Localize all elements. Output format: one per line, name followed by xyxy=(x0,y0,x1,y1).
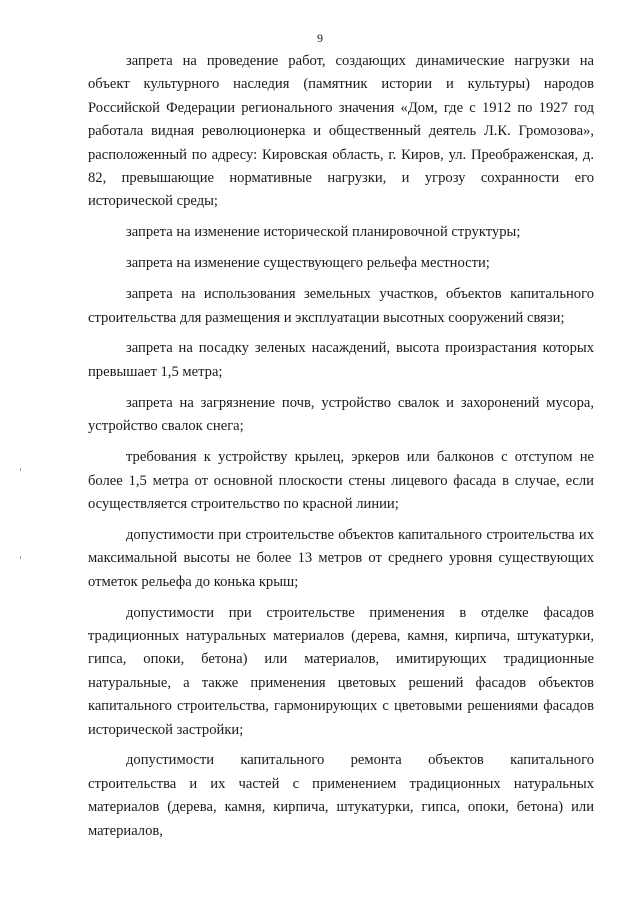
paragraph-capital-repair: допустимости капитального ремонта объектов капитального строительства и их частей с применением традиционных натуральных материалов (дерева, камня, кирпича, штукатурки, гипса, опоки, бетона) или материалов, xyxy=(88,752,594,839)
paragraph-excavation-ban: запрета на проведение работ, создающих динамические нагрузки на объект культурного наследия (памятник истории и культуры) народов Российской Федерации регионального значения «Дом, где с 1912 по 1927 год работала видная революционерка и общественный деятель Л.К. Громозова», расположенный по адресу: Кировская область, г. Киров, ул. Преображенская, д. 82, превышающие нормативные нагрузки, и угрозу сохранности его исторической среды; xyxy=(88,53,594,210)
scan-margin-mark xyxy=(20,556,21,559)
paragraph-relief-ban: запрета на изменение существующего рельефа местности; xyxy=(126,255,490,272)
paragraph-planting-ban: запрета на посадку зеленых насаждений, высота произрастания которых превышает 1,5 метра; xyxy=(88,340,594,380)
paragraph-porch-requirement: требования к устройству крылец, эркеров или балконов с отступом не более 1,5 метра от основной плоскости стены лицевого фасада в случае, если осуществляется строительство по красной линии; xyxy=(88,449,594,512)
paragraph-height-limit: допустимости при строительстве объектов капитального строительства их максимальной высоты не более 13 метров от среднего уровня существующих отметок рельефа до конька крыш; xyxy=(88,526,594,590)
paragraph-planning-structure-ban: запрета на изменение исторической планировочной структуры; xyxy=(126,224,521,241)
paragraph-facade-materials: допустимости при строительстве применения в отделке фасадов традиционных натуральных материалов (дерева, камня, кирпича, штукатурки, гипса, опоки, бетона) или материалов, имитирующих традиционные натуральные, а также применения цветовых решений фасадов объектов капитального строительства, гармонирующих с цветовыми решениями фасадов исторической застройки; xyxy=(88,604,594,738)
paragraph-high-rise-ban: запрета на использования земельных участков, объектов капитального строительства для размещения и эксплуатации высотных сооружений связи; xyxy=(88,286,594,326)
page-number: 9 xyxy=(317,31,323,45)
document-body xyxy=(88,50,594,851)
paragraph-pollution-ban: запрета на загрязнение почв, устройство свалок и захоронений мусора, устройство свалок снега; xyxy=(88,394,594,435)
scan-margin-mark xyxy=(20,468,21,471)
